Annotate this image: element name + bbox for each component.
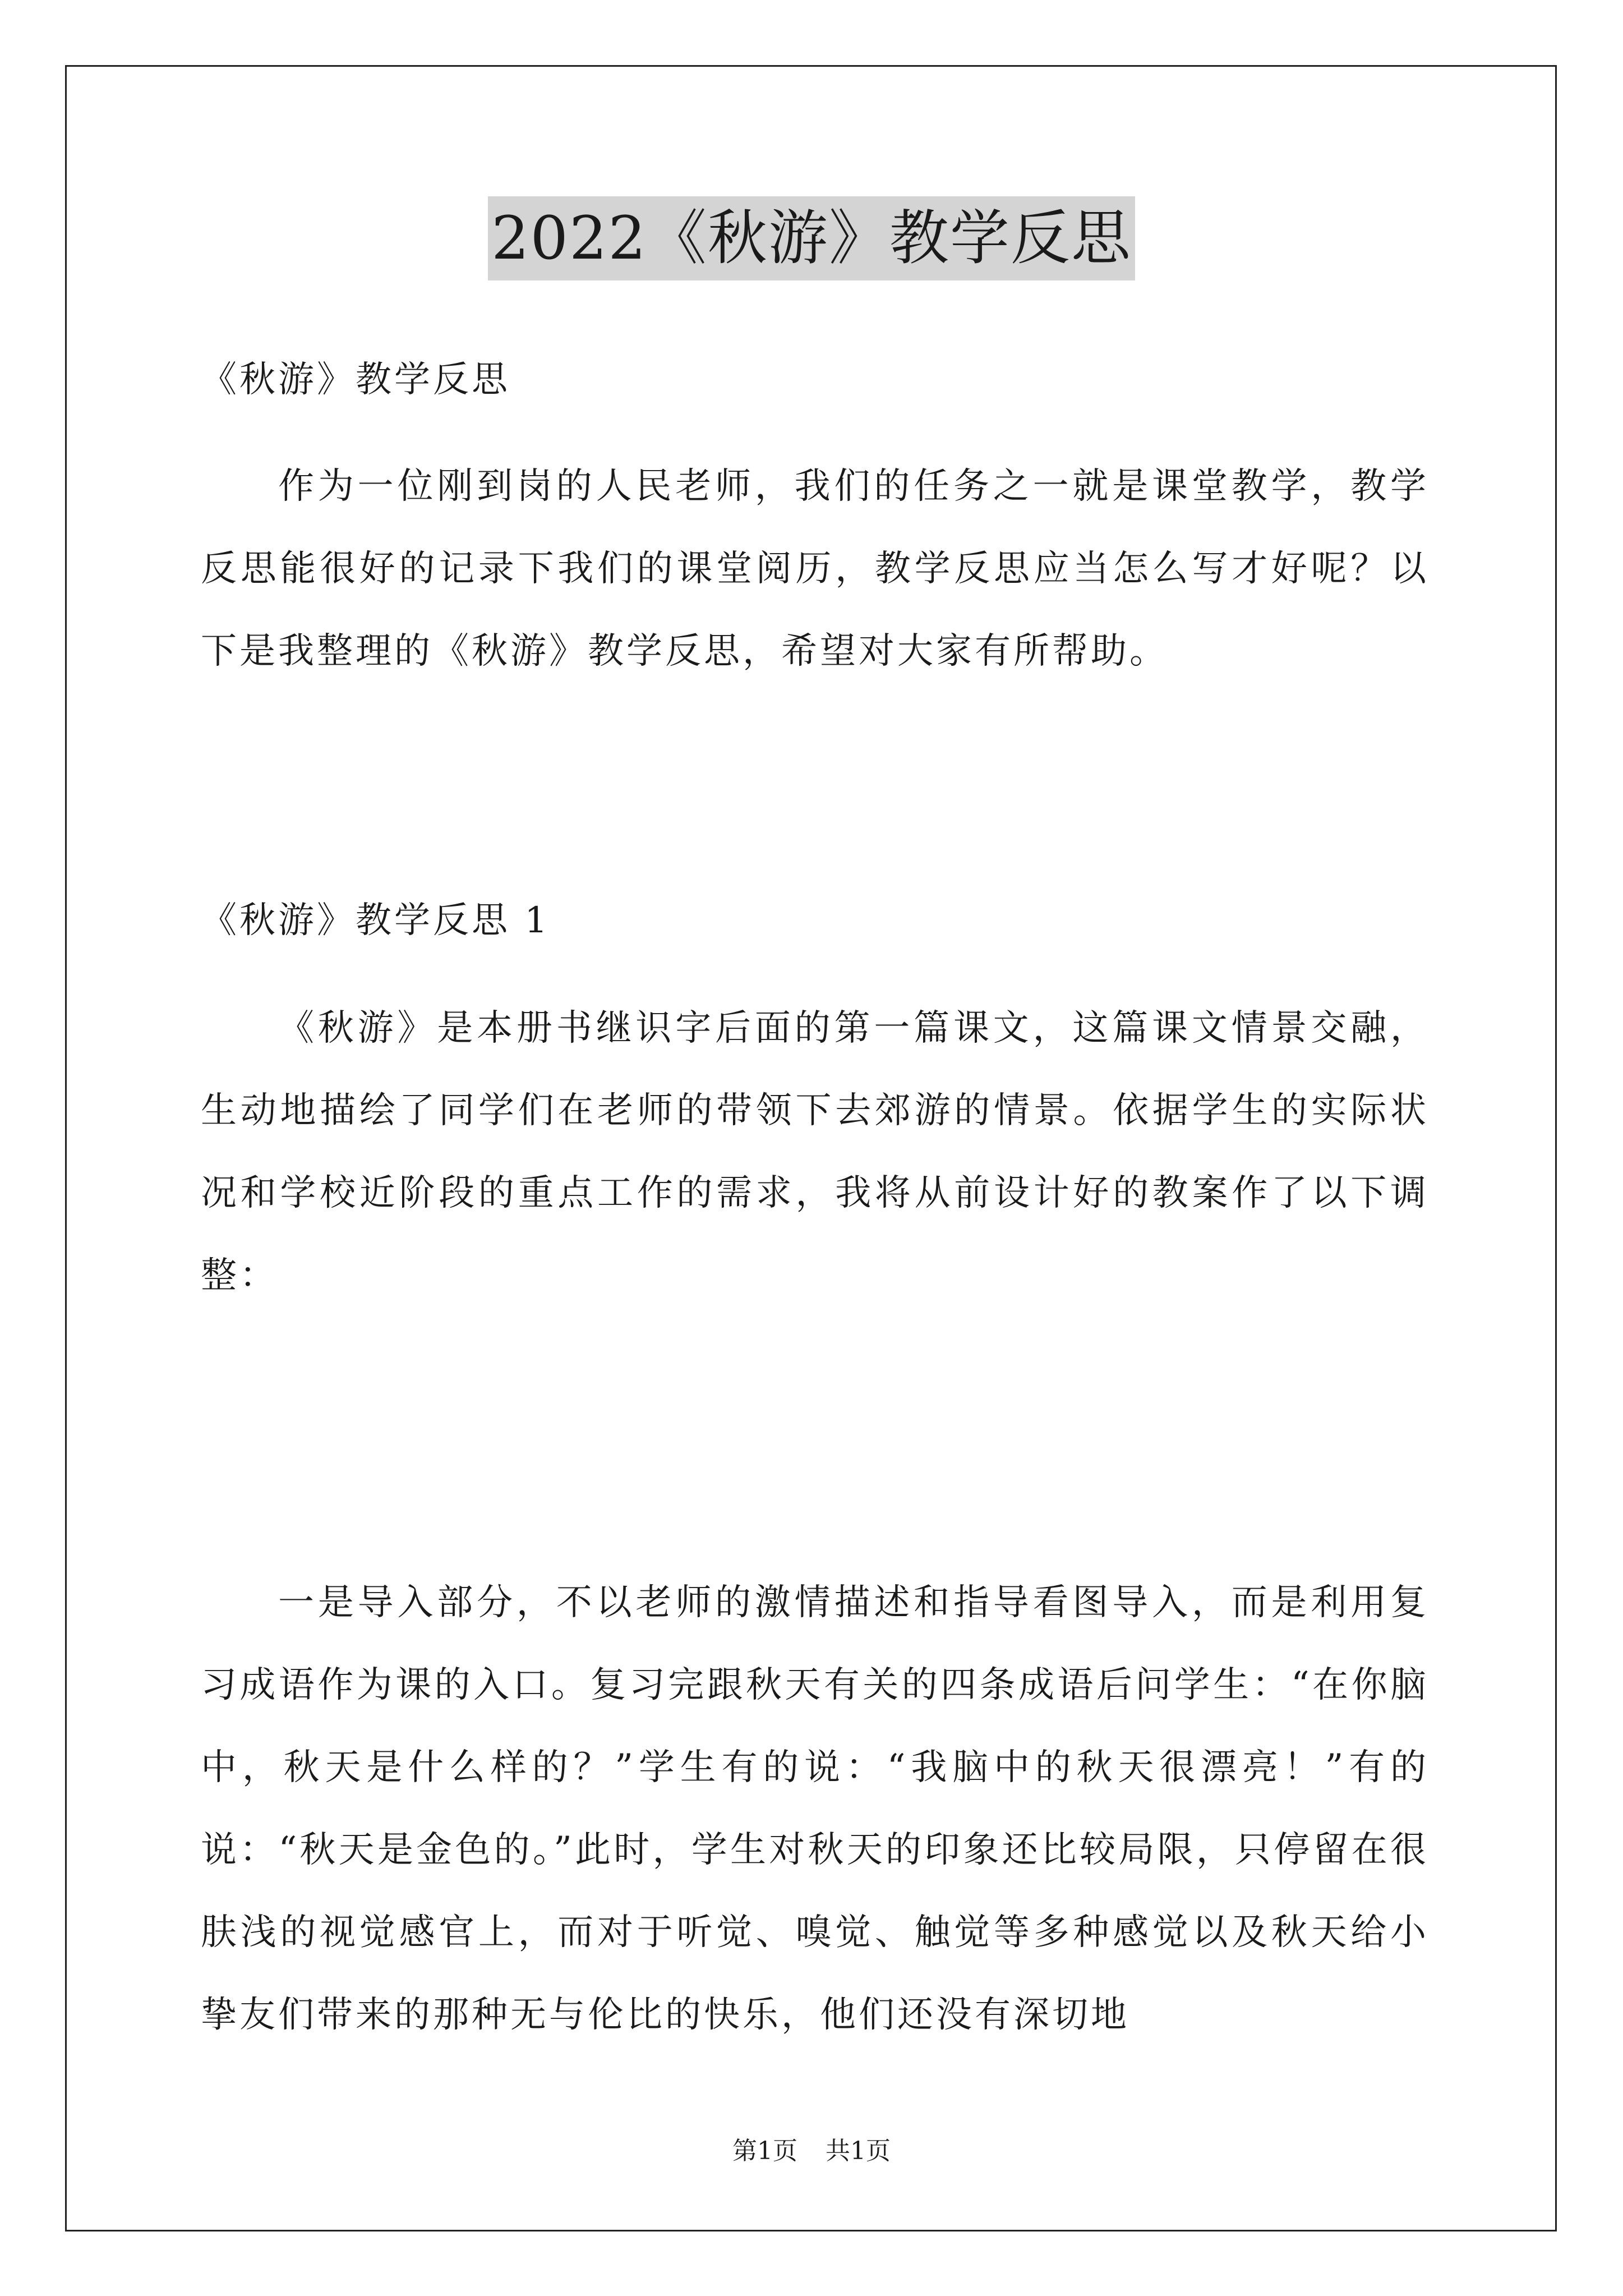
document-title: 2022《秋游》教学反思 bbox=[488, 196, 1135, 280]
section-heading: 《秋游》教学反思 1 bbox=[201, 900, 551, 941]
document-subtitle: 《秋游》教学反思 bbox=[201, 359, 510, 401]
body-paragraph-1: 《秋游》是本册书继识字后面的第一篇课文，这篇课文情景交融，生动地描绘了同学们在老师的带领下去郊游的情景。依据学生的实际状况和学校近阶段的重点工作的需求，我将从前设计好的教案作了以下调整： bbox=[201, 1007, 1429, 1296]
title-container bbox=[0, 196, 1623, 280]
page-footer bbox=[0, 2134, 1623, 2168]
page-total: 共1页 bbox=[826, 2137, 891, 2165]
page-number: 第1页 bbox=[732, 2137, 797, 2165]
body-paragraph-2: 一是导入部分，不以老师的激情描述和指导看图导入，而是利用复习成语作为课的入口。复习完跟秋天有关的四条成语后问学生：“在你脑中，秋天是什么样的？”学生有的说：“我脑中的秋天很漂亮！”有的说：“秋天是金色的。”此时，学生对秋天的印象还比较局限，只停留在很肤浅的视觉感官上，而对于听觉、嗅觉、触觉等多种感觉以及秋天给小挚友们带来的那种无与伦比的快乐，他们还没有深切地 bbox=[201, 1582, 1429, 2036]
intro-paragraph: 作为一位刚到岗的人民老师，我们的任务之一就是课堂教学，教学反思能很好的记录下我们的课堂阅历，教学反思应当怎么写才好呢？以下是我整理的《秋游》教学反思，希望对大家有所帮助。 bbox=[201, 466, 1429, 672]
